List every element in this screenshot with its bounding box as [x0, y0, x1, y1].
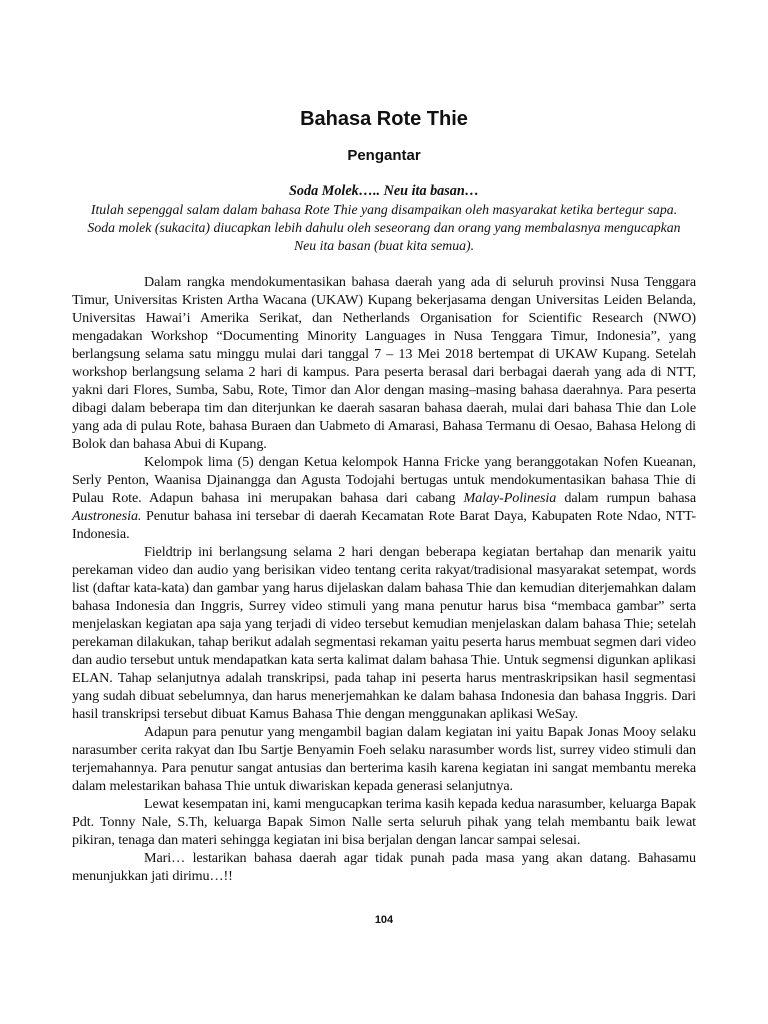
body-text	[72, 273, 696, 885]
paragraph-2-text-middle: dalam rumpun bahasa	[556, 490, 696, 506]
paragraph-6: Mari… lestarikan bahasa daerah agar tidak punah pada masa yang akan datang. Bahasamu menunjukkan jati dirimu…!!	[72, 850, 696, 884]
paragraph-4: Adapun para penutur yang mengambil bagian dalam kegiatan ini yaitu Bapak Jonas Mooy selaku narasumber cerita rakyat dan Ibu Sartje Benyamin Foeh selaku narasumber words list, surrey video stimuli dan terjemahannya. Para penutur sangat antusias dan berterima kasih karena kegiatan ini sangat membantu mereka dalam melestarikan bahasa Thie untuk diwariskan kepada generasi selanjutnya.	[72, 724, 696, 794]
greeting-line: Soda Molek….. Neu ita basan…	[289, 183, 479, 199]
intro-text: Itulah sepenggal salam dalam bahasa Rote Thie yang disampaikan oleh masyarakat ketika bertegur sapa. Soda molek (sukacita) diucapkan lebih dahulu oleh seseorang dan orang yang membalasnya mengucapkan Neu ita basan (buat kita semua).	[87, 202, 681, 253]
section-heading: Pengantar	[347, 147, 421, 164]
page-number: 104	[374, 914, 394, 926]
paragraph-2-text-after: Penutur bahasa ini tersebar di daerah Kecamatan Rote Barat Daya, Kabupaten Rote Ndao, NTT-Indonesia.	[72, 508, 696, 542]
page-title: Bahasa Rote Thie	[300, 108, 468, 130]
paragraph-2-italic-term-2: Austronesia.	[72, 508, 142, 524]
paragraph-1: Dalam rangka mendokumentasikan bahasa daerah yang ada di seluruh provinsi Nusa Tenggara Timur, Universitas Kristen Artha Wacana (UKAW) Kupang bekerjasama dengan Universitas Leiden Belanda, Universitas Hawai’i Amerika Serikat, dan Netherlands Organisation for Scientific Research (NWO) mengadakan Workshop “Documenting Minority Languages in Nusa Tenggara Timur, Indonesia”, yang berlangsung selama satu minggu mulai dari tanggal 7 – 13 Mei 2018 bertempat di UKAW Kupang. Setelah workshop berlangsung selama 2 hari di kampus. Para peserta berasal dari berbagai daerah yang ada di NTT, yakni dari Flores, Sumba, Sabu, Rote, Timor dan Alor dengan masing–masing bahasa daerahnya. Para peserta dibagi dalam beberapa tim dan diterjunkan ke daerah sasaran bahasa daerah, mulai dari bahasa Thie dan Lole yang ada di pulau Rote, bahasa Buraen dan Uabmeto di Amarasi, Bahasa Termanu di Oesao, Bahasa Helong di Bolok dan bahasa Abui di Kupang.	[72, 274, 696, 452]
paragraph-2	[72, 453, 696, 543]
paragraph-2-text-before: Kelompok lima (5) dengan Ketua kelompok Hanna Fricke yang beranggotakan Nofen Kueanan, Serly Penton, Waanisa Djainangga dan Agusta Todojahi bertugas untuk mendokumentasikan bahasa Thie di Pulau Rote. Adapun bahasa ini merupakan bahasa dari cabang	[72, 454, 696, 506]
paragraph-3: Fieldtrip ini berlangsung selama 2 hari dengan beberapa kegiatan bertahap dan menarik yaitu perekaman video dan audio yang berisikan video tentang cerita rakyat/tradisional masyarakat setempat, words list (daftar kata-kata) dan gambar yang harus dijelaskan dalam bahasa Thie dan kemudian diterjemahkan dalam bahasa Indonesia dan Inggris, Surrey video stimuli yang mana penutur harus bisa “membaca gambar” serta menjelaskan kegiatan apa saja yang terjadi di video tersebut kemudian menjelaskan dalam bahasa Thie; setelah perekaman dilakukan, tahap berikut adalah segmentasi rekaman yaitu peserta harus membuat segmen dari video dan audio tersebut untuk mendapatkan kata serta kalimat dalam bahasa Thie. Untuk segmensi digunkan aplikasi ELAN. Tahap selanjutnya adalah transkripsi, pada tahap ini peserta harus mentraskripsikan hasil segmentasi yang sudah dibuat sebelumnya, dan harus menerjemahkan ke dalam bahasa Indonesia dan bahasa Inggris. Dari hasil transkripsi tersebut dibuat Kamus Bahasa Thie dengan menggunakan aplikasi WeSay.	[72, 544, 696, 722]
paragraph-2-italic-term-1: Malay-Polinesia	[463, 490, 557, 506]
paragraph-5: Lewat kesempatan ini, kami mengucapkan terima kasih kepada kedua narasumber, keluarga Bapak Pdt. Tonny Nale, S.Th, keluarga Bapak Simon Nalle serta seluruh pihak yang telah membantu baik lewat pikiran, tenaga dan materi sehingga kegiatan ini bisa berjalan dengan lancar sampai selesai.	[72, 796, 696, 848]
